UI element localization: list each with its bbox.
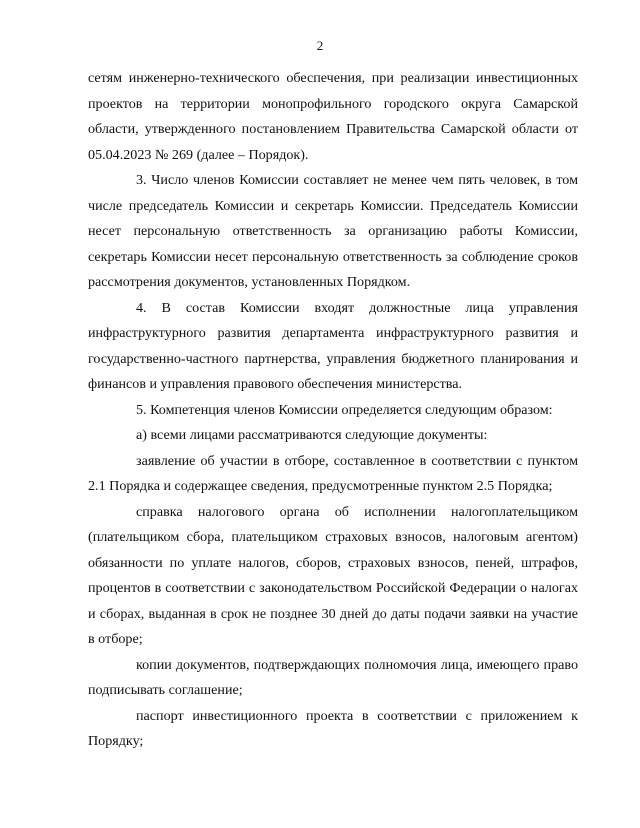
- paragraph-item-4: 4. В состав Комиссии входят должностные лица управления инфраструктурного развития департамента инфраструктурного развития и государственно-частного партнерства, управления бюджетного планирования и финансов и управления правового обеспечения министерства.: [88, 299, 578, 392]
- paragraph-continuation: сетям инженерно-технического обеспечения, при реализации инвестиционных проектов на территории монопрофильного городского округа Самарской области, утвержденного постановлением Правительства Самарской области от 05.04.2023 № 269 (далее – Порядок).: [88, 70, 578, 163]
- document-body: [88, 66, 578, 755]
- paragraph-tax-certificate: справка налогового органа об исполнении налогоплательщиком (плательщиком сбора, плательщиком страховых взносов, налоговым агентом) обязанности по уплате налогов, сборов, страховых взносов, пеней, штрафов, процентов в соответствии с законодательством Российской Федерации о налогах и сборах, выданная в срок не позднее 30 дней до даты подачи заявки на участие в отборе;: [88, 503, 578, 647]
- paragraph-application: заявление об участии в отборе, составленное в соответствии с пунктом 2.1 Порядка и содержащее сведения, предусмотренные пунктом 2.5 Порядка;: [88, 452, 578, 494]
- paragraph-item-5: 5. Компетенция членов Комиссии определяется следующим образом:: [136, 401, 553, 418]
- page-number: 2: [316, 38, 324, 53]
- paragraph-item-3: 3. Число членов Комиссии составляет не менее чем пять человек, в том числе председатель Комиссии и секретарь Комиссии. Председатель Комиссии несет персональную ответственность за организацию работы Комиссии, секретарь Комиссии несет персональную ответственность за соблюдение сроков рассмотрения документов, установленных Порядком.: [88, 172, 578, 290]
- paragraph-item-5a: а) всеми лицами рассматриваются следующие документы:: [136, 427, 488, 443]
- paragraph-authority-copies: копии документов, подтверждающих полномочия лица, имеющего право подписывать соглашение;: [88, 656, 578, 698]
- paragraph-project-passport: паспорт инвестиционного проекта в соответствии с приложением к Порядку;: [88, 707, 578, 749]
